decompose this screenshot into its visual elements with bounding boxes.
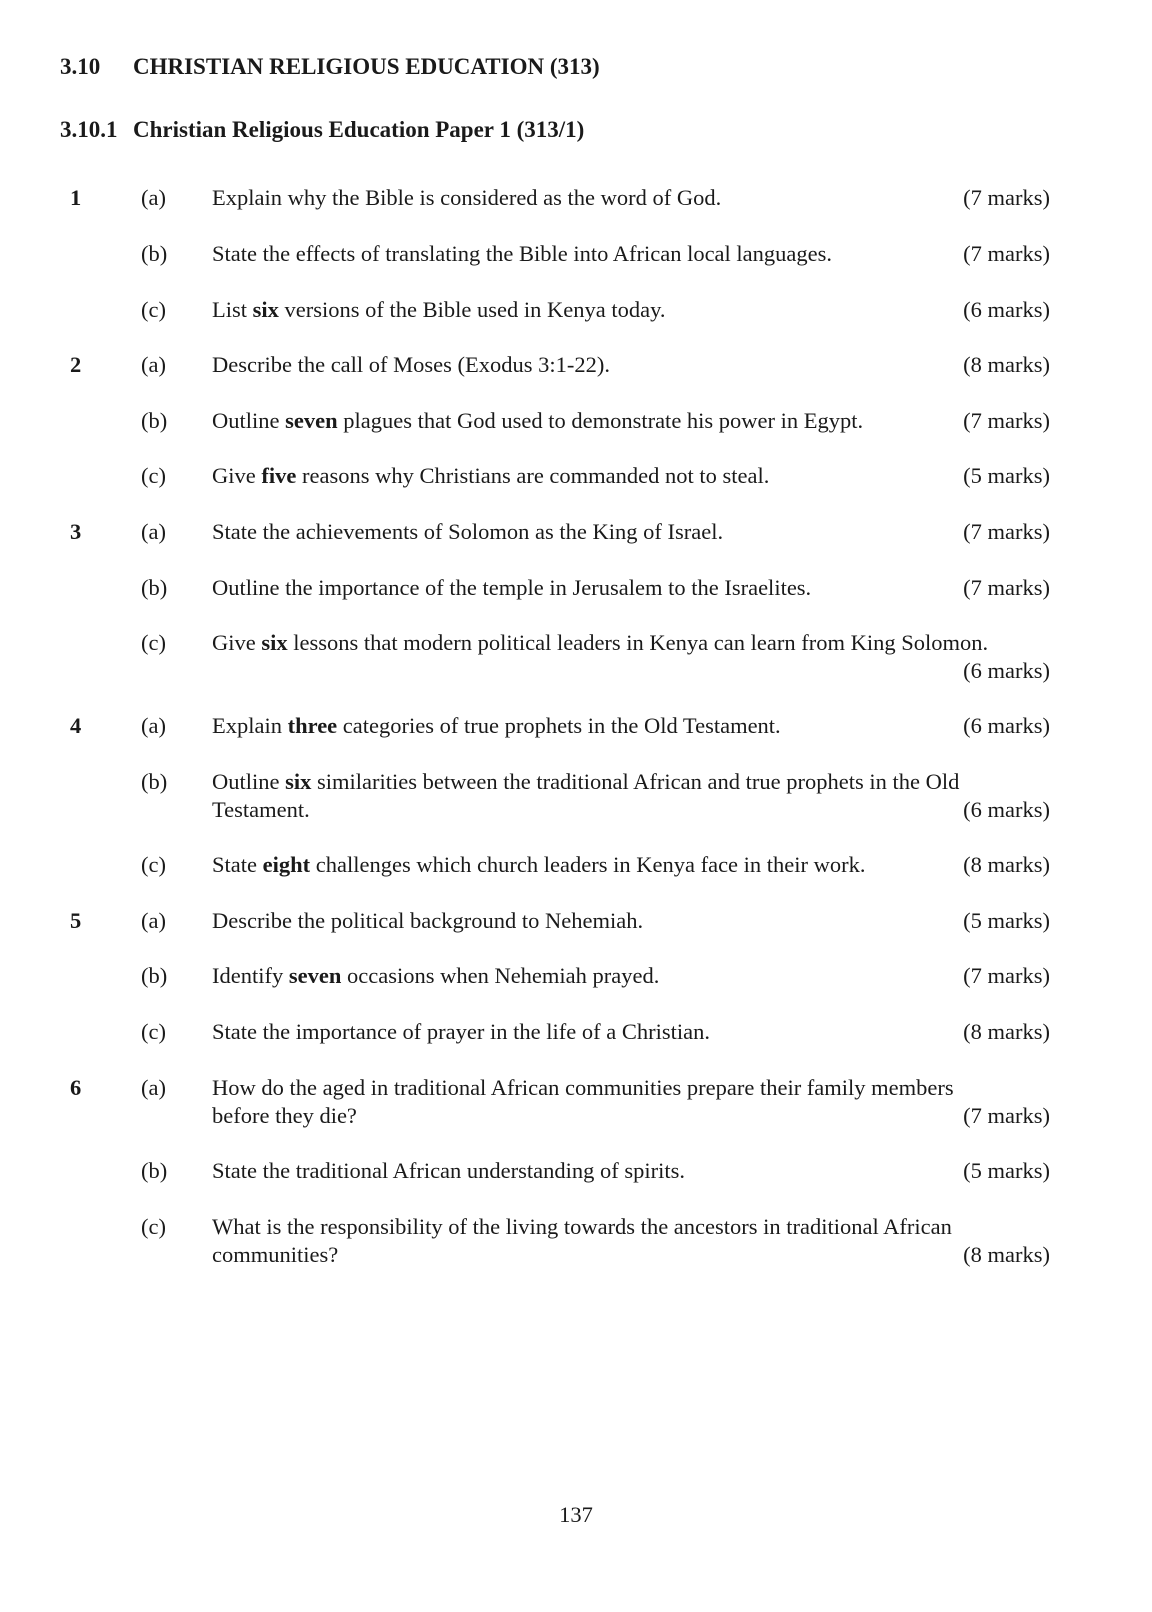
marks-label: (5 marks) [963,463,1050,488]
emphasis-count: six [285,769,312,794]
question-number: 5 [70,908,82,933]
question-text-lead: What is the responsibility of the living towards the ancestors in traditional African [212,1214,952,1239]
marks-label: (5 marks) [963,1158,1050,1183]
question-text-line [212,1019,710,1044]
emphasis-count: six [261,630,288,655]
part-label: (b) [141,1158,168,1183]
marks-label: (5 marks) [963,908,1050,933]
marks-label: (8 marks) [963,352,1050,377]
question-text-rest: plagues that God used to demonstrate his power in Egypt. [337,408,864,433]
part-label: (c) [141,852,166,877]
question-text-lead: State the traditional African understanding of spirits. [212,1158,686,1183]
question-text-line [212,963,659,988]
question-text-lead: How do the aged in traditional African communities prepare their family members [212,1075,954,1100]
question-text-lead: Identify [212,963,289,988]
part-label: (b) [141,575,168,600]
question-number: 4 [70,713,82,738]
question-text-rest: reasons why Christians are commanded not to steal. [296,463,770,488]
subsection-number: 3.10.1 [60,117,118,142]
question-number: 2 [70,352,82,377]
question-text-line [212,1158,685,1183]
emphasis-count: seven [285,408,338,433]
question-text [212,462,962,490]
question-text [212,518,962,546]
question-text-line [212,463,769,488]
part-label: (b) [141,963,168,988]
part-label: (a) [141,908,166,933]
question-text [212,1074,962,1130]
question-text [212,962,962,990]
emphasis-count: seven [288,963,342,988]
question-number: 6 [70,1075,82,1100]
question-text [212,712,962,740]
question-text [212,574,962,602]
question-text-line [212,352,610,377]
question-text-lead: Explain [212,713,288,738]
part-label: (b) [141,769,168,794]
marks-label: (7 marks) [963,519,1050,544]
question-text-line [212,852,866,877]
part-label: (c) [141,463,166,488]
question-text-line [212,297,666,322]
emphasis-count: six [252,297,279,322]
part-label: (a) [141,352,166,377]
part-label: (c) [141,630,166,655]
question-text-line [212,769,959,794]
question-text-lead: List [212,297,253,322]
question-text-line [212,575,811,600]
question-text-lead: State the effects of translating the Bible into African local languages. [212,241,833,266]
question-text-rest: lessons that modern political leaders in Kenya can learn from King Solomon. [287,630,989,655]
question-text-rest: similarities between the traditional African and true prophets in the Old [311,769,960,794]
question-text-lead: Describe the call of Moses (Exodus 3:1-22). [212,352,611,377]
question-text-line [212,408,863,433]
question-text [212,629,989,657]
part-label: (a) [141,519,166,544]
question-text-lead: Describe the political background to Nehemiah. [212,908,644,933]
section-heading [60,54,600,80]
part-label: (b) [141,241,168,266]
subsection-title: Christian Religious Education Paper 1 (313/1) [133,117,585,142]
question-text-lead: Explain why the Bible is considered as the word of God. [212,185,722,210]
question-text-line [212,713,781,738]
question-text-line: Testament. [212,797,310,822]
question-text-rest: occasions when Nehemiah prayed. [341,963,660,988]
question-text-lead: Outline [212,769,286,794]
question-text-line [212,519,723,544]
section-title: CHRISTIAN RELIGIOUS EDUCATION (313) [133,54,600,79]
question-text-lead: State [212,852,263,877]
question-text-rest: challenges which church leaders in Kenya face in their work. [310,852,866,877]
question-text [212,407,962,435]
emphasis-count: eight [262,852,311,877]
marks-label: (6 marks) [963,658,1050,683]
marks-label: (6 marks) [963,797,1050,822]
marks-label: (8 marks) [963,1019,1050,1044]
part-label: (c) [141,297,166,322]
marks-label: (7 marks) [963,575,1050,600]
question-text-line [212,1075,954,1100]
question-text [212,768,962,824]
question-text-line [212,185,721,210]
question-number: 3 [70,519,82,544]
emphasis-count: five [261,463,297,488]
question-text-lead: State the achievements of Solomon as the King of Israel. [212,519,724,544]
marks-label: (7 marks) [963,241,1050,266]
part-label: (a) [141,1075,166,1100]
question-text [212,351,962,379]
question-text-lead: Give [212,630,262,655]
question-text-line: before they die? [212,1103,357,1128]
question-text [212,851,962,879]
question-text-rest: categories of true prophets in the Old Testament. [337,713,781,738]
marks-label: (7 marks) [963,963,1050,988]
question-text-line: communities? [212,1242,339,1267]
page-number: 137 [559,1502,593,1527]
marks-label: (7 marks) [963,1103,1050,1128]
question-text-line [212,241,832,266]
marks-label: (7 marks) [963,185,1050,210]
question-text-lead: State the importance of prayer in the life of a Christian. [212,1019,710,1044]
question-text-line [212,630,988,655]
question-text-lead: Give [212,463,262,488]
question-text [212,1157,962,1185]
question-text-line [212,908,643,933]
question-text-lead: Outline the importance of the temple in Jerusalem to the Israelites. [212,575,812,600]
question-text-lead: Outline [212,408,286,433]
question-text [212,184,962,212]
part-label: (c) [141,1019,166,1044]
part-label: (b) [141,408,168,433]
section-number: 3.10 [60,54,101,79]
question-text [212,240,962,268]
part-label: (a) [141,185,166,210]
part-label: (c) [141,1214,166,1239]
subsection-heading [60,117,585,143]
question-number: 1 [70,185,82,210]
question-text [212,1213,962,1269]
question-text-rest: versions of the Bible used in Kenya today. [278,297,666,322]
question-text [212,907,962,935]
question-text-line [212,1214,952,1239]
marks-label: (8 marks) [963,1242,1050,1267]
emphasis-count: three [287,713,338,738]
marks-label: (6 marks) [963,297,1050,322]
part-label: (a) [141,713,166,738]
question-text [212,296,962,324]
marks-label: (7 marks) [963,408,1050,433]
question-text [212,1018,962,1046]
marks-label: (6 marks) [963,713,1050,738]
marks-label: (8 marks) [963,852,1050,877]
